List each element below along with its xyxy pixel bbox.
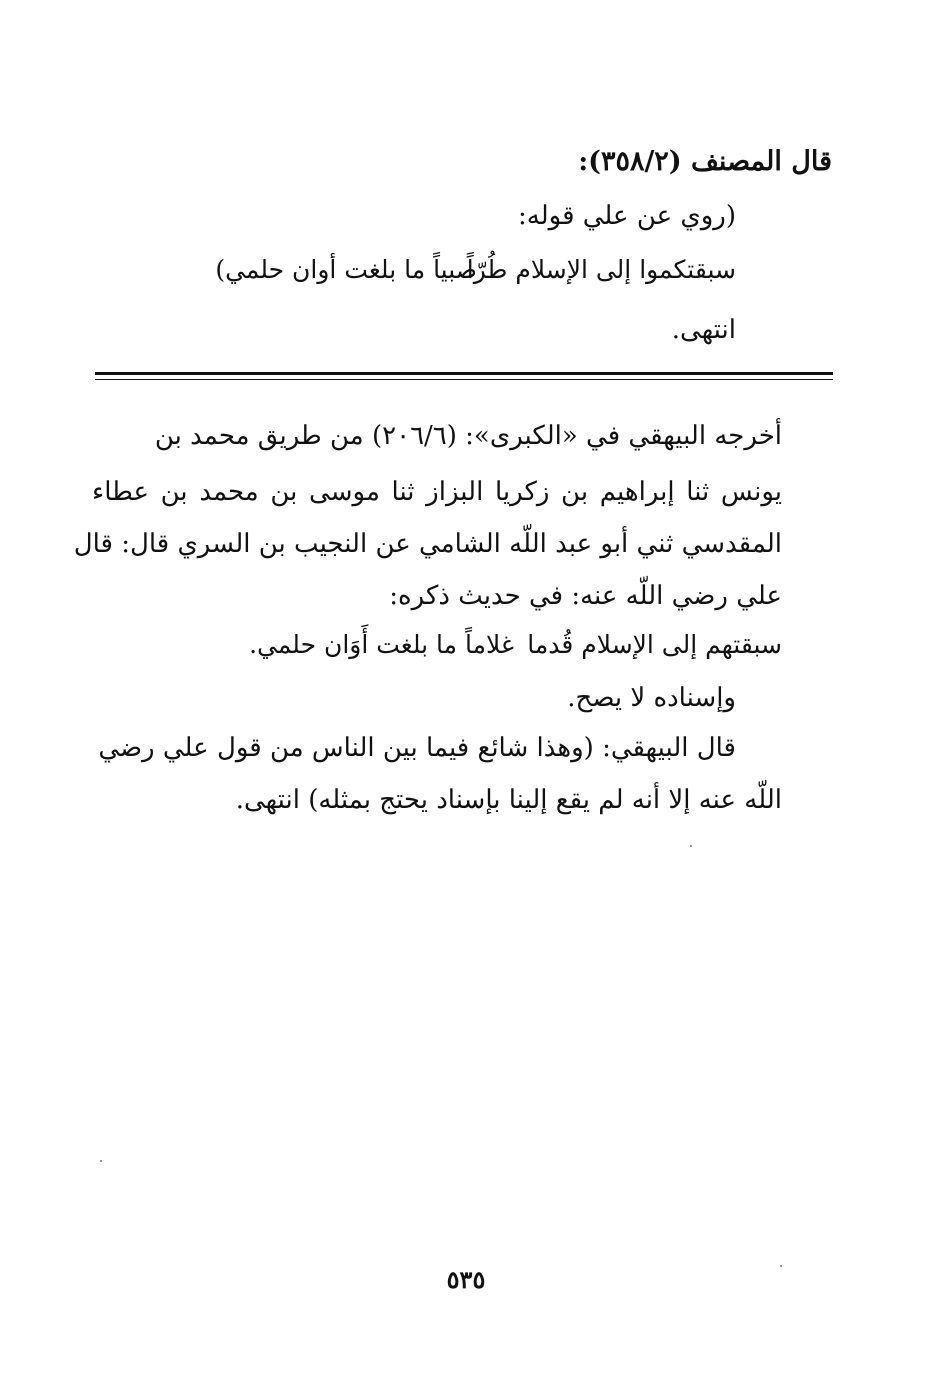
- body-line-1: أخرجه البيهقي في «الكبرى»: (٢٠٦/٦) من طريق محمد بن: [154, 421, 782, 451]
- separator-rule-thick: [95, 372, 833, 375]
- quote-line-1: قال البيهقي: (وهذا شائع فيما بين الناس من قول علي رضي: [98, 733, 736, 763]
- body-line-4: علي رضي اللّه عنه: في حديث ذكره:: [389, 581, 782, 611]
- quote-end: انتهى.: [671, 315, 736, 345]
- isnad-note: وإسناده لا يصح.: [567, 683, 736, 713]
- scan-speck: [690, 845, 692, 847]
- body-line-2: يونس ثنا إبراهيم بن زكريا البزاز ثنا موسى بن محمد بن عطاء: [92, 477, 782, 507]
- verse-2-second-hemistich: غلاماً ما بلغت أَوَان حلمي.: [249, 630, 514, 659]
- verse-1-second-hemistich: صبياً ما بلغت أوان حلمي): [215, 255, 477, 284]
- verse-1-first-hemistich: سبقتكموا إلى الإسلام طُرّاً: [466, 255, 736, 284]
- body-line-3: المقدسي ثني أبو عبد اللّه الشامي عن النجيب بن السري قال: قال: [73, 529, 782, 559]
- verse-2-first-hemistich: سبقتهم إلى الإسلام قُدما: [527, 630, 782, 659]
- separator-rule-thin: [95, 379, 833, 380]
- quote-line-2: اللّه عنه إلا أنه لم يقع إلينا بإسناد يحتج بمثله) انتهى.: [235, 785, 782, 815]
- page-number: ٥٣٥: [446, 1265, 486, 1294]
- section-heading: قال المصنف (٣٥٨/٢):: [578, 146, 832, 177]
- scan-speck: [100, 1160, 102, 1162]
- quote-intro: (روي عن علي قوله:: [518, 201, 736, 231]
